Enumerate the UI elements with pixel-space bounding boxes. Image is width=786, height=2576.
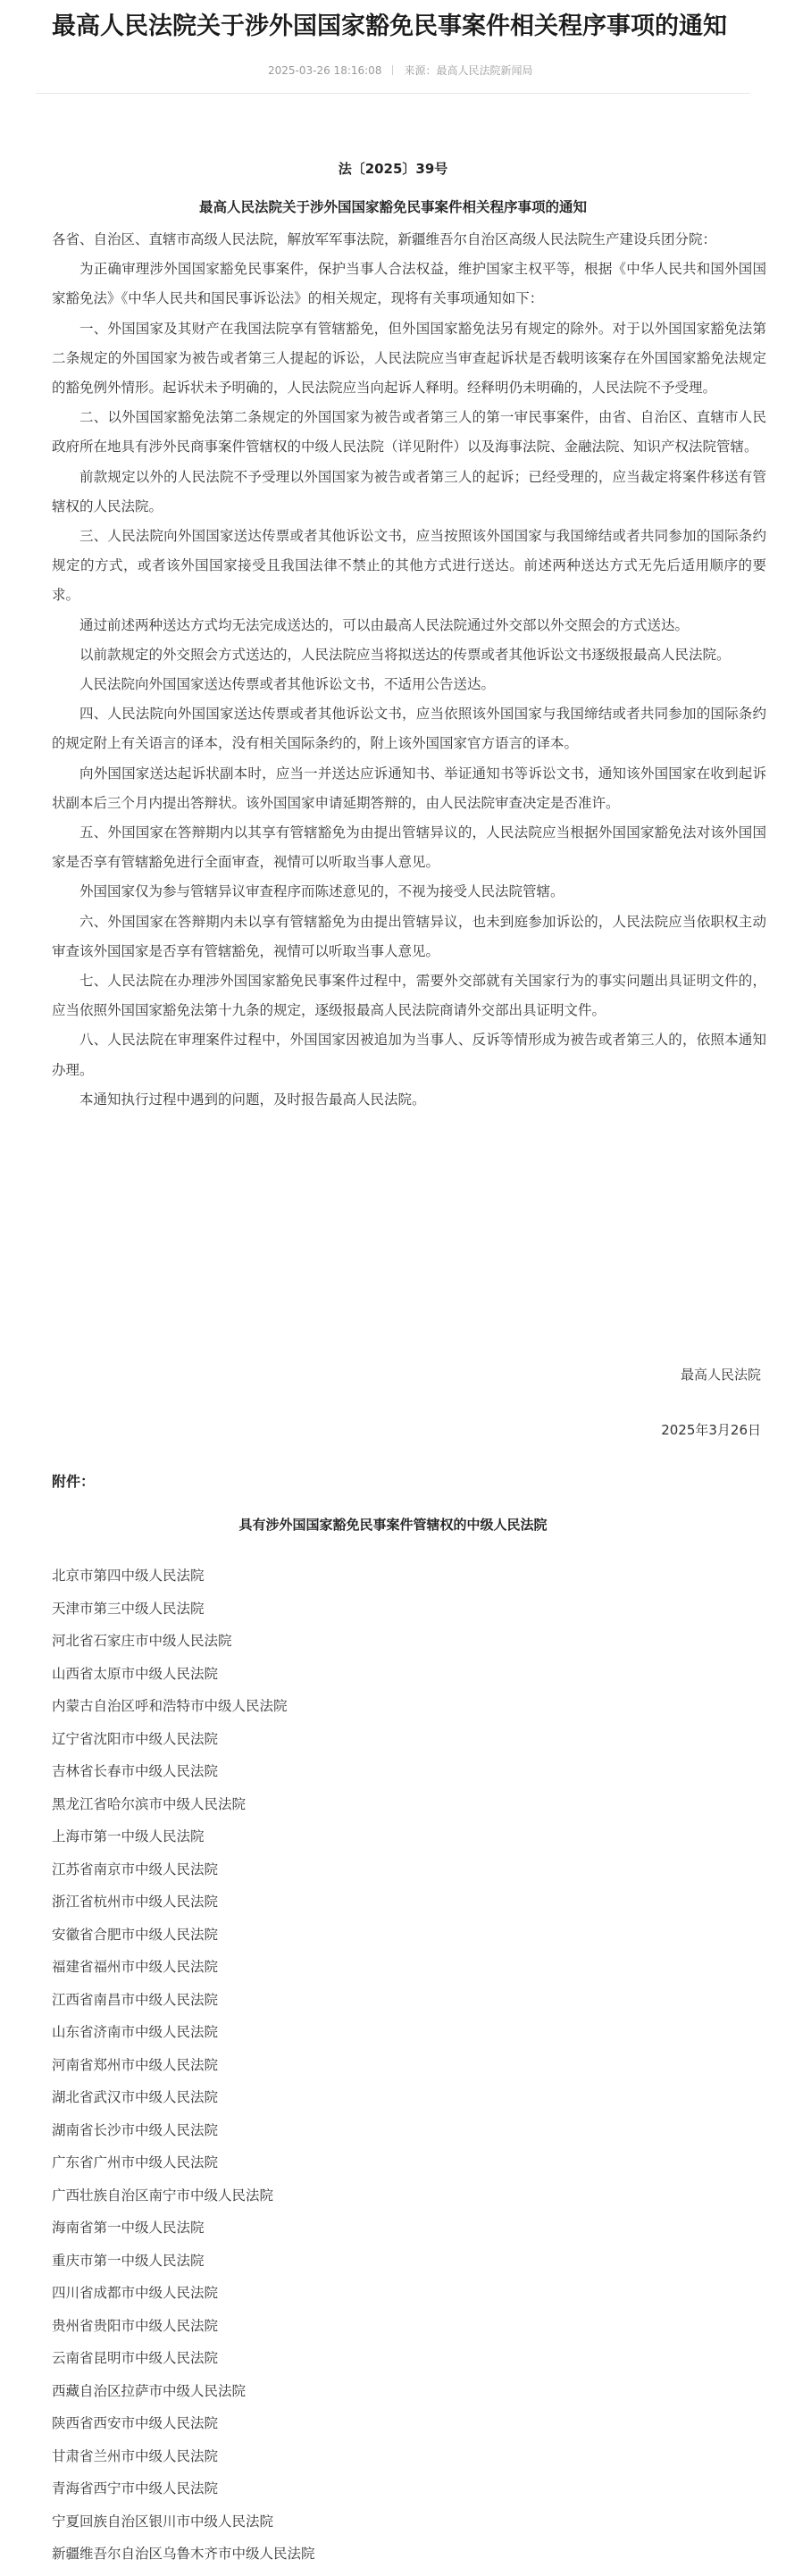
body-paragraph: 通过前述两种送达方式均无法完成送达的，可以由最高人民法院通过外交部以外交照会的方式送达。 (79, 616, 690, 633)
body-paragraph: 外国国家仅为参与管辖异议审查程序而陈述意见的，不视为接受人民法院管辖。 (79, 883, 564, 900)
court-list-item: 云南省昆明市中级人民法院 (52, 2350, 219, 2366)
header-divider (36, 93, 750, 94)
court-list-item: 北京市第四中级人民法院 (52, 1568, 205, 1584)
court-list-item: 江西省南昌市中级人民法院 (52, 1991, 219, 2008)
court-list-item: 天津市第三中级人民法院 (52, 1600, 205, 1617)
court-list-item: 海南省第一中级人民法院 (52, 2220, 205, 2236)
body-paragraph: 各省、自治区、直辖市高级人民法院，解放军军事法院，新疆维吾尔自治区高级人民法院生产建设兵团分院： (52, 231, 717, 247)
court-list-item: 广东省广州市中级人民法院 (52, 2154, 219, 2170)
article-meta (268, 63, 532, 78)
court-list-item: 河北省石家庄市中级人民法院 (52, 1633, 232, 1649)
body-paragraph: 三、人民法院向外国国家送达传票或者其他诉讼文书，应当按照该外国国家与我国缔结或者共同参加的国际条约规定的方式，或者该外国国家接受且我国法律不禁止的其他方式进行送达。前述两种送达方式无先后适用顺序的要求。 (52, 528, 766, 604)
body-paragraph: 人民法院向外国国家送达传票或者其他诉讼文书，不适用公告送达。 (79, 676, 496, 693)
body-paragraph: 为正确审理涉外国国家豁免民事案件，保护当事人合法权益，维护国家主权平等，根据《中华人民共和国外国国家豁免法》《中华人民共和国民事诉讼法》的相关规定，现将有关事项通知如下： (52, 261, 766, 307)
body-paragraph: 五、外国国家在答辩期内以其享有管辖豁免为由提出管辖异议的，人民法院应当根据外国国家豁免法对该外国国家是否享有管辖豁免进行全面审查，视情可以听取当事人意见。 (52, 824, 766, 871)
court-list-item: 辽宁省沈阳市中级人民法院 (52, 1730, 219, 1747)
court-list-item: 青海省西宁市中级人民法院 (52, 2480, 219, 2497)
court-list-item: 甘肃省兰州市中级人民法院 (52, 2447, 219, 2464)
court-list-item: 上海市第一中级人民法院 (52, 1828, 205, 1844)
court-list-item: 黑龙江省哈尔滨市中级人民法院 (52, 1795, 247, 1812)
court-list-item: 广西壮族自治区南宁市中级人民法院 (52, 2187, 274, 2204)
document-date: 2025年3月26日 (661, 1422, 761, 1438)
court-list-item: 西藏自治区拉萨市中级人民法院 (52, 2382, 247, 2399)
court-list-item: 山东省济南市中级人民法院 (52, 2024, 219, 2040)
body-paragraph: 前款规定以外的人民法院不予受理以外国国家为被告或者第三人的起诉；已经受理的，应当裁定将案件移送有管辖权的人民法院。 (52, 468, 766, 514)
body-paragraph: 二、以外国国家豁免法第二条规定的外国国家为被告或者第三人的第一审民事案件，由省、自治区、直辖市人民政府所在地具有涉外民商事案件管辖权的中级人民法院（详见附件）以及海事法院、金融法院、知识产权法院管辖。 (52, 409, 766, 456)
court-list (52, 1565, 748, 2576)
body-paragraph: 以前款规定的外交照会方式送达的，人民法院应当将拟送达的传票或者其他诉讼文书逐级报最高人民法院。 (79, 646, 731, 663)
court-list-item: 四川省成都市中级人民法院 (52, 2285, 219, 2301)
court-list-item: 新疆维吾尔自治区乌鲁木齐市中级人民法院 (52, 2546, 315, 2562)
body-paragraph: 向外国国家送达起诉状副本时，应当一并送达应诉通知书、举证通知书等诉讼文书，通知该外国国家在收到起诉状副本后三个月内提出答辩状。该外国国家申请延期答辩的，由人民法院审查决定是否准许。 (52, 765, 766, 811)
body-paragraph: 一、外国国家及其财产在我国法院享有管辖豁免，但外国国家豁免法另有规定的除外。对于以外国国家豁免法第二条规定的外国国家为被告或者第三人提起的诉讼，人民法院应当审查起诉状是否载明该案存在外国国家豁免法规定的豁免例外情形。起诉状未予明确的，人民法院应当向起诉人释明。经释明仍未明确的，人民法院不予受理。 (52, 320, 766, 397)
court-list-item: 湖北省武汉市中级人民法院 (52, 2089, 219, 2105)
court-list-item: 湖南省长沙市中级人民法院 (52, 2121, 219, 2138)
article-headline: 最高人民法院关于涉外国国家豁免民事案件相关程序事项的通知 (52, 13, 727, 40)
attachment-title: 具有涉外国国家豁免民事案件管辖权的中级人民法院 (238, 1517, 548, 1533)
body-paragraph: 本通知执行过程中遇到的问题，及时报告最高人民法院。 (79, 1091, 426, 1108)
court-list-item: 陕西省西安市中级人民法院 (52, 2415, 219, 2431)
body-paragraph: 四、人民法院向外国国家送达传票或者其他诉讼文书，应当依照该外国国家与我国缔结或者共同参加的国际条约的规定附上有关语言的译本，没有相关国际条约的，附上该外国国家官方语言的译本。 (52, 706, 766, 752)
document-number: 法〔2025〕39号 (338, 161, 448, 177)
document-body (52, 225, 766, 1115)
court-list-item: 吉林省长春市中级人民法院 (52, 1763, 219, 1779)
court-list-item: 宁夏回族自治区银川市中级人民法院 (52, 2513, 274, 2530)
court-list-item: 山西省太原市中级人民法院 (52, 1665, 219, 1682)
document-signature: 最高人民法院 (680, 1367, 761, 1383)
court-list-item: 安徽省合肥市中级人民法院 (52, 1926, 219, 1943)
body-paragraph: 六、外国国家在答辩期内未以享有管辖豁免为由提出管辖异议，也未到庭参加诉讼的，人民法院应当依职权主动审查该外国国家是否享有管辖豁免，视情可以听取当事人意见。 (52, 913, 766, 959)
article-source: 来源：最高人民法院新闻局 (404, 64, 533, 77)
meta-separator (392, 65, 393, 75)
body-paragraph: 七、人民法院在办理涉外国国家豁免民事案件过程中，需要外交部就有关国家行为的事实问题出具证明文件的，应当依照外国国家豁免法第十九条的规定，逐级报最高人民法院商请外交部出具证明文件。 (52, 973, 766, 1019)
document-title: 最高人民法院关于涉外国国家豁免民事案件相关程序事项的通知 (198, 199, 587, 215)
publish-timestamp: 2025-03-26 18:16:08 (268, 64, 382, 77)
court-list-item: 福建省福州市中级人民法院 (52, 1959, 219, 1975)
body-paragraph: 八、人民法院在审理案件过程中，外国国家因被追加为当事人、反诉等情形成为被告或者第三人的，依照本通知办理。 (52, 1032, 766, 1078)
court-list-item: 内蒙古自治区呼和浩特市中级人民法院 (52, 1698, 288, 1714)
court-list-item: 江苏省南京市中级人民法院 (52, 1861, 219, 1878)
attachment-label: 附件： (52, 1473, 96, 1490)
court-list-item: 浙江省杭州市中级人民法院 (52, 1894, 219, 1910)
court-list-item: 贵州省贵阳市中级人民法院 (52, 2317, 219, 2334)
court-list-item: 重庆市第一中级人民法院 (52, 2252, 205, 2269)
court-list-item: 河南省郑州市中级人民法院 (52, 2056, 219, 2073)
